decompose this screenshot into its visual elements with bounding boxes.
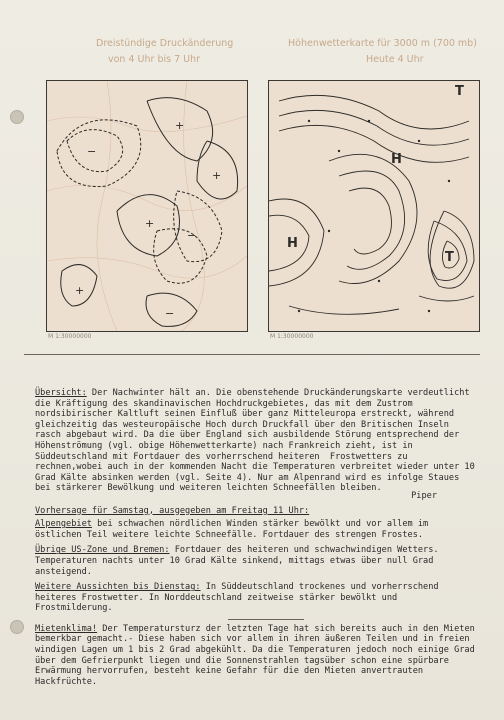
svg-text:−: −	[165, 307, 175, 320]
pressure-change-map	[46, 80, 248, 332]
svg-text:+: +	[75, 284, 85, 297]
upper-air-map	[268, 80, 480, 332]
us-zone-label: Übrige US-Zone und Bremen:	[35, 545, 170, 556]
svg-text:+: +	[175, 119, 185, 132]
svg-text:−: −	[87, 145, 97, 158]
left-map-subheading: von 4 Uhr bis 7 Uhr	[108, 54, 201, 65]
alps-label: Alpengebiet	[35, 519, 92, 530]
alps-body: bei schwachen nördlichen Winden stärker bewölkt und vor allem im östlichen Teil weitere leichte Schneefälle. Fortdauer des strengen Frostes.	[35, 519, 434, 540]
divider	[24, 354, 480, 355]
alps-forecast	[35, 519, 479, 540]
us-zone-body: Fortdauer des heiteren und schwachwindigen Wetters. Temperaturen nachts unter 10 Grad Kälte sinkend, mittags etwas über null Grad ansteigend.	[35, 545, 444, 577]
storage-climate-paragraph	[35, 624, 479, 688]
outlook-label: Weitere Aussichten bis Dienstag:	[35, 582, 201, 593]
outlook-paragraph	[35, 582, 479, 614]
high-label: H	[287, 236, 298, 251]
upper-air-contours	[269, 81, 479, 331]
low-label: T	[455, 84, 464, 99]
right-map-scale: M 1:30000000	[270, 333, 314, 340]
us-zone-forecast	[35, 545, 479, 577]
outlook-body: In Süddeutschland trockenes und vorherrschend heiteres Frostwetter. In Norddeutschland zeitweise stärker bewölkt und Frostmilderung.	[35, 582, 444, 614]
punch-hole	[10, 620, 24, 634]
overview-label: Übersicht:	[35, 388, 87, 398]
svg-text:−: −	[187, 229, 197, 242]
storage-climate-body: Der Temperatursturz der letzten Tage hat sich bereits auch in den Mieten bemerkbar gemacht.- Diese haben sich vor allem in ihren äußeren Teilen und in freien windigen Lagen um 1 bis 2 Grad abgekühlt. Da die Temperaturen jedoch noch einige Grad über dem Gefrierpunkt liegen und die Sonnenstrahlen tagsüber schon eine spürbare Erwärmung hervorrufen, besteht keine Gefahr für die den Mieten anvertrauten Hackfrüchte.	[35, 623, 480, 687]
left-map-scale: M 1:30000000	[48, 333, 92, 340]
punch-hole	[10, 110, 24, 124]
right-map-heading: Höhenwetterkarte für 3000 m (700 mb)	[288, 38, 477, 49]
overview-paragraph	[35, 388, 479, 494]
svg-text:+: +	[212, 169, 222, 182]
storage-climate-label: Mietenklima!	[35, 623, 98, 634]
low-label: T	[445, 250, 454, 265]
forecast-heading: Vorhersage für Samstag, ausgegeben am Freitag 11 Uhr:	[35, 505, 310, 516]
right-map-subheading: Heute 4 Uhr	[366, 54, 424, 65]
short-divider	[228, 619, 304, 620]
report-text	[35, 388, 479, 692]
svg-text:+: +	[145, 217, 155, 230]
high-label: H	[391, 152, 402, 167]
left-map-heading: Dreistündige Druckänderung	[96, 38, 234, 49]
author-signature: Piper	[411, 490, 437, 501]
overview-body: Der Nachwinter hält an. Die obenstehende Druckänderungskarte verdeutlicht die Kräftigung des skandinavischen Hochdruckgebietes, das mit dem Zustrom nordsibirischer Kaltluft seinen Einfluß über ganz Mitteleuropa erstreckt, während gleichzeitig das westeuropäische Hoch durch Druckfall über den Britischen Inseln rasch abgebaut wird. Da die über England sich ausbildende Störung entsprechend der Höhenströmung (vgl. obige Höhenwetterkarte) nach Frankreich zieht, ist in Süddeutschland mit Fortdauer des vorherrschend heiteren Frostwetters zu rechnen,wobei auch in der kommenden Nacht die Temperaturen verbreitet wieder unter 10 Grad Kälte absinken werden (vgl. Seite 4). Nur am Alpenrand wird es infolge Staues bei stärkerer Bewölkung und weiteren leichten Schneefällen bleiben.	[35, 388, 480, 494]
pressure-change-contours	[47, 81, 247, 331]
